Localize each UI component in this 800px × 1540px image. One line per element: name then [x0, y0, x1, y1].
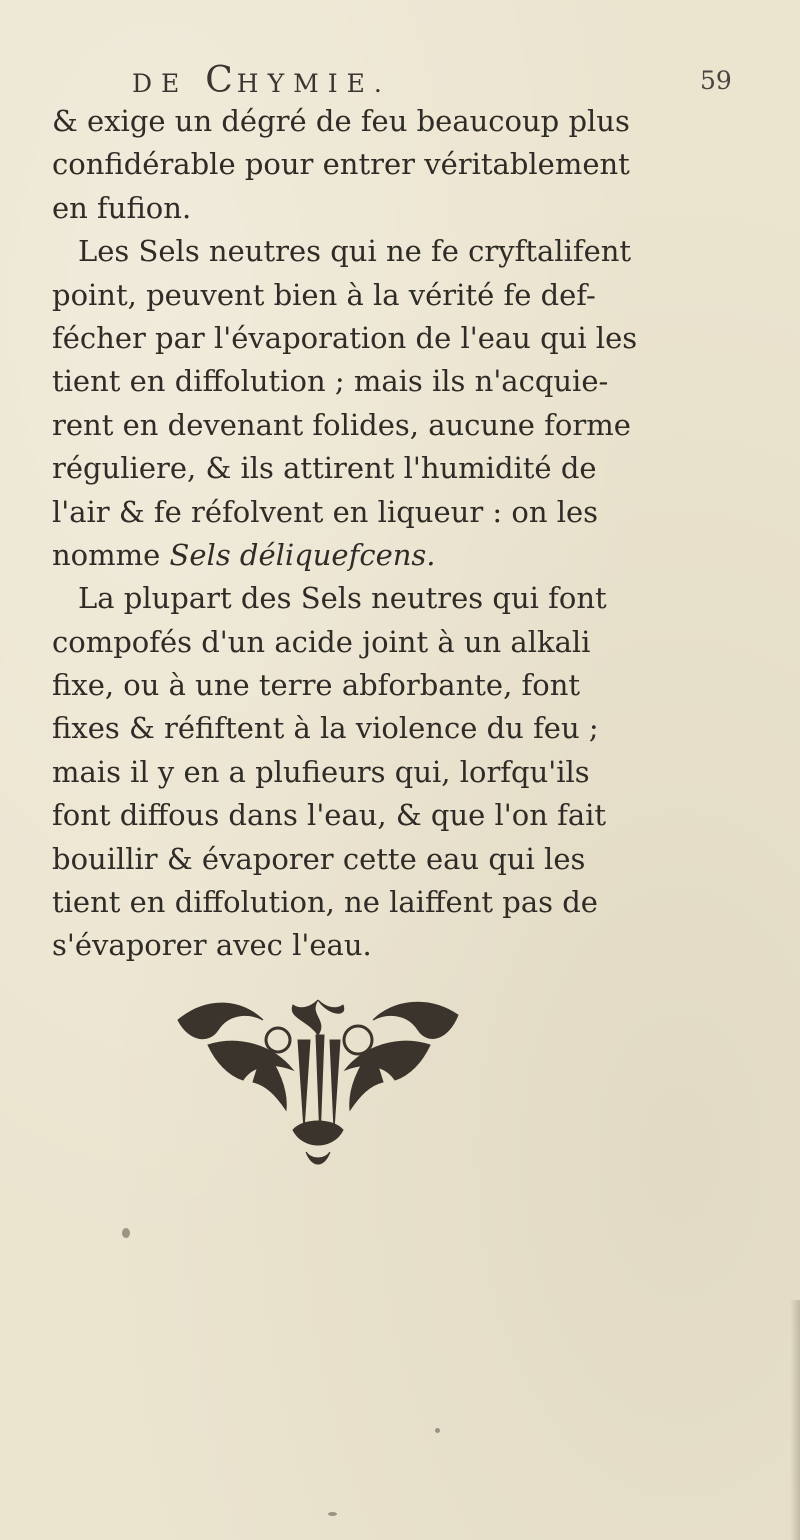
paper-speck	[328, 1512, 337, 1516]
text-line: compofés d'un acide joint à un alkali	[52, 624, 591, 659]
paragraph-start-line: Les Sels neutres qui ne fe cryftalifent	[78, 234, 632, 269]
text-line: fécher par l'évaporation de l'eau qui les	[52, 320, 638, 355]
paper-speck	[122, 1228, 130, 1238]
fleuron-ornament	[168, 990, 468, 1170]
text-line: l'air & fe réfolvent en liqueur : on les	[52, 494, 599, 529]
text-line: fixes & réfiftent à la violence du feu ;	[52, 711, 599, 746]
text-line: bouillir & évaporer cette eau qui les	[52, 841, 586, 876]
page-edge-shadow	[790, 1300, 800, 1540]
italic-term: Sels déliquefcens.	[169, 537, 436, 572]
text-line: tient en diffolution ; mais ils n'acquie-	[52, 364, 609, 399]
page-number: 59	[700, 66, 732, 95]
text-line: mais il y en a plufieurs qui, lorfqu'ils	[52, 754, 590, 789]
text-line: confidérable pour entrer véritablement	[52, 147, 630, 182]
text-line: point, peuvent bien à la vérité fe def-	[52, 277, 596, 312]
text-fragment: nomme	[52, 537, 161, 572]
text-line: tient en diffolution, ne laiffent pas de	[52, 885, 598, 920]
body-text	[52, 100, 758, 968]
text-line: & exige un dégré de feu beaucoup plus	[52, 104, 630, 138]
paragraph-start-line: La plupart des Sels neutres qui font	[78, 581, 607, 616]
text-line: fixe, ou à une terre abforbante, font	[52, 668, 581, 703]
paper-speck	[435, 1428, 440, 1433]
running-head-title-initial: C	[205, 60, 237, 101]
text-line: s'évaporer avec l'eau.	[52, 928, 372, 963]
running-head	[132, 60, 652, 100]
running-head-prefix: DE	[132, 69, 189, 98]
text-line: rent en devenant folides, aucune forme	[52, 407, 631, 442]
running-head-title-rest: HYMIE.	[236, 69, 391, 98]
text-line: réguliere, & ils attirent l'humidité de	[52, 451, 597, 486]
text-line: font diffous dans l'eau, & que l'on fait	[52, 798, 607, 833]
text-line-with-term	[52, 534, 758, 577]
text-line: en fufion.	[52, 190, 192, 225]
